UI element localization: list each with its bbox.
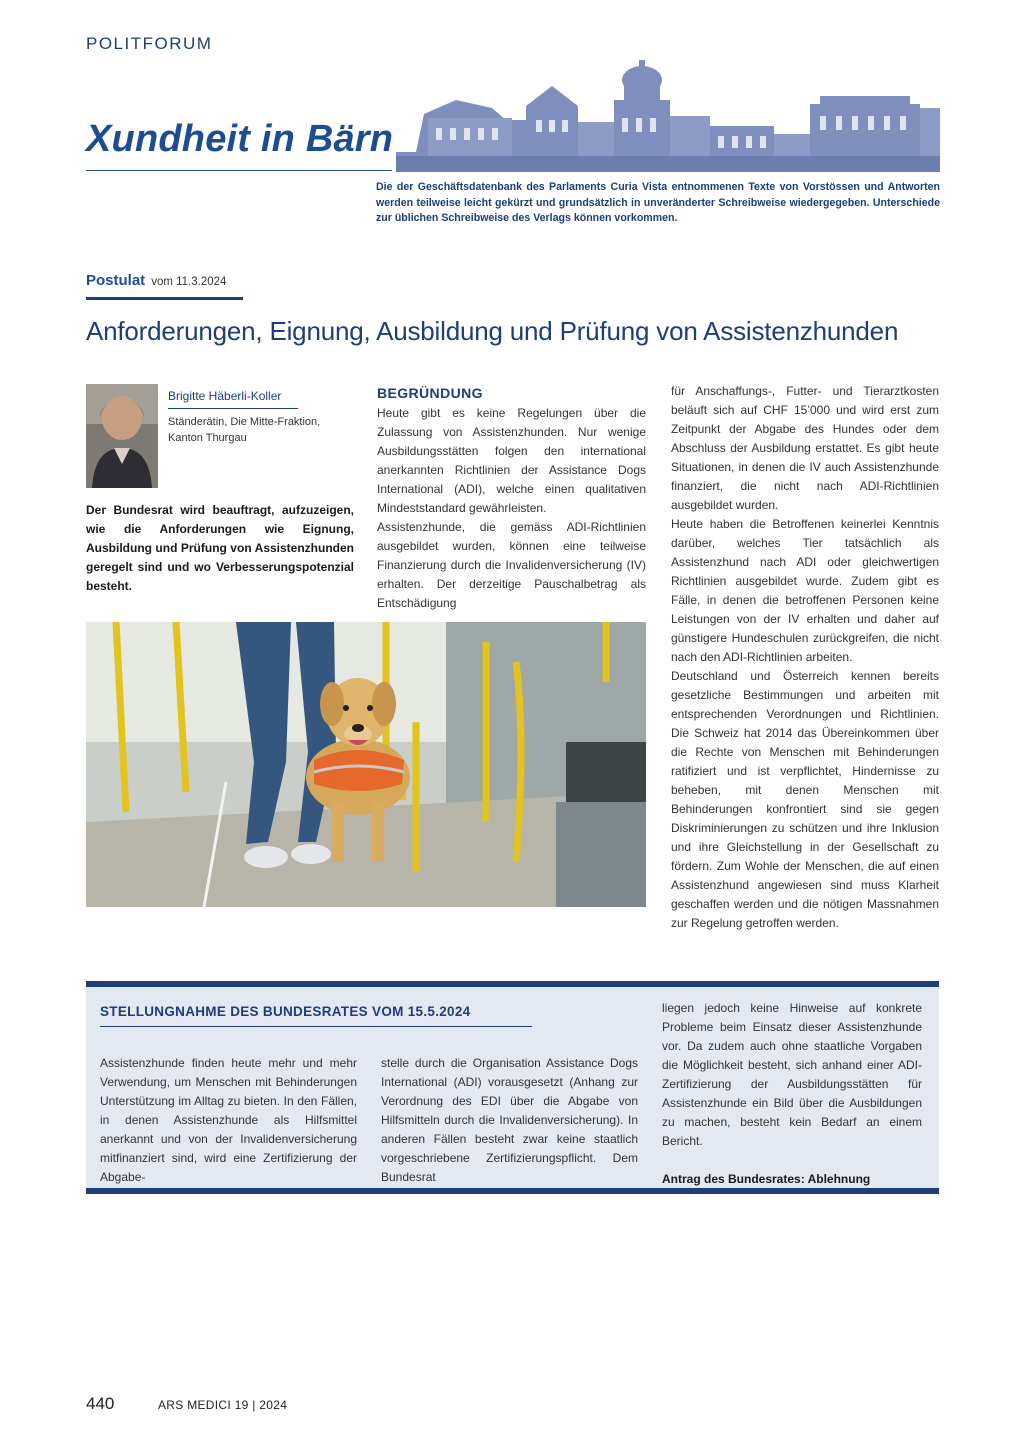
journal-issue: ARS MEDICI 19 | 2024 bbox=[158, 1398, 288, 1412]
paragraph: Assistenzhunde, die gemäss ADI-Richtlinien ausgebildet wurden, können eine teilweise Finanzierung durch die Invalidenversicherung (IV) erhalten. Der derzeitige Pauschalbetrag als Entschädigung bbox=[377, 520, 646, 610]
disclaimer-text: Die der Geschäftsdatenbank des Parlaments Curia Vista entnommenen Texte von Vorstössen und Antworten werden teilweise leicht gekürzt und grundsätzlich in unveränderter Schreibweise wiedergegeben. Unterschiede zur üblichen Schreibweise des Verlags können vorkommen. bbox=[376, 181, 940, 224]
postulat-date: vom 11.3.2024 bbox=[151, 276, 227, 288]
postulat-request: Der Bundesrat wird beauftragt, aufzuzeigen, wie die Anforderungen wie Eignung, Ausbildung und Prüfung von Assistenzhunden geregelt sind und wo Verbesserungspotenzial besteht. bbox=[86, 503, 354, 593]
postulat-divider bbox=[86, 297, 243, 300]
paragraph: Heute gibt es keine Regelungen über die Zulassung von Assistenzhunden. Nur wenige Ausbildungsstätten folgen den international anerkannten Richtlinien der Assistance Dogs International (ADI), welche einen qualitativen Mindeststandard gewährleisten. bbox=[377, 406, 646, 515]
postulat-type: Postulat bbox=[86, 272, 146, 289]
postulat-label bbox=[86, 272, 226, 289]
author-role bbox=[168, 414, 348, 446]
paragraph: liegen jedoch keine Hinweise auf konkrete Probleme beim Einsatz dieser Assistenzhunde vor. Da zudem auch ohne staatliche Vorgaben die Möglichkeit besteht, sich anhand einer ADI-Zertifizierung der Ausbildungsstätten für Assistenzhunde ein Bild über die Ausbildungen zu machen, besteht kein Bedarf an einem Bericht. bbox=[662, 1001, 922, 1148]
paragraph: Heute haben die Betroffenen keinerlei Kenntnis darüber, welches Tier tatsächlich als Assistenzhund nach ADI oder gleichwertigen Richtlinien ausgebildet wurde. Zudem gibt es Fälle, in denen die betroffenen Personen keine Leistungen von der IV erhalten und daher auf günstigere Hundeschulen zurückgreifen, die nicht nach den ADI-Richtlinien arbeiten. bbox=[671, 517, 939, 664]
paragraph: für Anschaffungs-, Futter- und Tierarztkosten beläuft sich auf CHF 15’000 und wird erst zum Zeitpunkt der Abgabe des Hundes oder dem Abschluss der Ausbildung erstattet. Es gibt heute Situationen, in denen die IV auch Assistenzhunde finanziert, die nicht nach ADI-Richtlinien ausgebildet wurden. bbox=[671, 384, 939, 512]
assistance-dog-photo bbox=[86, 622, 646, 907]
bundesrat-verdict: Antrag des Bundesrates: Ablehnung bbox=[662, 1172, 871, 1186]
begruendung-column-1 bbox=[377, 404, 646, 613]
article-title: Anforderungen, Eignung, Ausbildung und Prüfung von Assistenzhunden bbox=[86, 316, 899, 346]
begruendung-column-2 bbox=[671, 382, 939, 933]
title-divider bbox=[86, 170, 392, 171]
stellungnahme-column-3 bbox=[662, 999, 922, 1189]
author-name: Brigitte Häberli-Koller bbox=[168, 389, 282, 403]
paragraph: Deutschland und Österreich kennen bereits gesetzliche Bestimmungen und arbeiten mit entsprechenden Verordnungen und Richtlinien. Die Schweiz hat 2014 das Übereinkommen über die Rechte von Menschen mit Behinderungen ratifiziert und ist verpflichtet, Hindernisse zu beheben, mit denen Menschen mit Behinderungen konfrontiert sind sie gegen Diskriminierungen zu schützen und ihre Inklusion und ihre Gleichstellung in der Gesellschaft zu fördern. Zum Wohle der Menschen, die auf einen Assistenzhund angewiesen sind muss Klarheit geschaffen werden und die nötigen Massnahmen zur Regelung getroffen werden. bbox=[671, 669, 939, 930]
parliament-skyline-illustration bbox=[396, 60, 940, 172]
stellungnahme-heading: STELLUNGNAHME DES BUNDESRATES VOM 15.5.2024 bbox=[100, 1004, 471, 1019]
section-label: POLITFORUM bbox=[86, 34, 213, 53]
author-role-line: Kanton Thurgau bbox=[168, 432, 247, 444]
author-portrait bbox=[86, 384, 158, 488]
page-number: 440 bbox=[86, 1394, 115, 1413]
stellungnahme-divider bbox=[100, 1026, 532, 1027]
author-divider bbox=[168, 408, 298, 409]
stellungnahme-column-1: Assistenzhunde finden heute mehr und mehr Verwendung, um Menschen mit Behinderungen Unterstützung im Alltag zu bieten. In den Fällen, in denen Assistenzhunde als Hilfsmittel anerkannt und von der Invalidenversicherung mitfinanziert sind, wird eine Zertifizierung der Abgabe- bbox=[100, 1056, 357, 1184]
author-role-line: Ständerätin, Die Mitte-Fraktion, bbox=[168, 416, 321, 428]
stellungnahme-column-2: stelle durch die Organisation Assistance Dogs International (ADI) vorausgesetzt (Anhang zur Verordnung des EDI über die Abgabe von Hilfsmitteln durch die Invalidenversicherung). In anderen Fällen besteht zwar keine staatlich vorgeschriebene Zertifizierungspflicht. Dem Bundesrat bbox=[381, 1056, 638, 1184]
begruendung-heading: BEGRÜNDUNG bbox=[377, 385, 483, 401]
page-title: Xundheit in Bärn bbox=[86, 118, 394, 160]
